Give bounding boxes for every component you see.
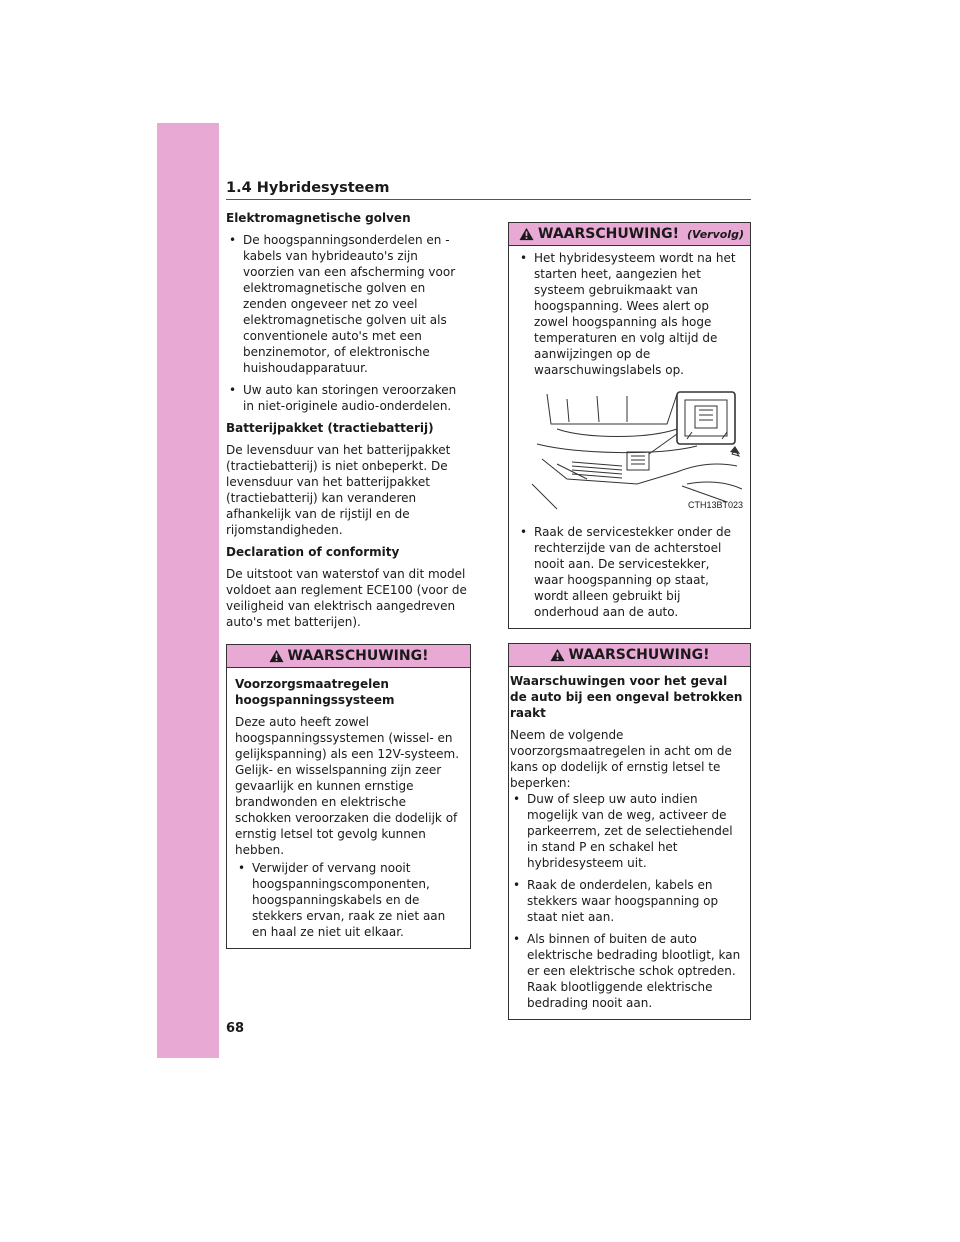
warning-body: [509, 667, 750, 1019]
warning-body: [509, 246, 750, 628]
warning-triangle-icon: [550, 648, 565, 662]
warning-intro: Neem de volgende voorzorgsmaatregelen in acht om de kans op dodelijk of ernstig letsel te beperken:: [510, 728, 732, 790]
warning-bullet-list: [235, 860, 462, 940]
page-number: 68: [226, 1021, 245, 1036]
em-heading: Elektromagnetische golven: [226, 211, 411, 225]
continued-label: (Vervolg): [686, 227, 744, 241]
warning-box-accident: [508, 643, 751, 1020]
em-bullet-list: [226, 232, 471, 414]
conformity-heading: Declaration of conformity: [226, 545, 400, 559]
list-item: • Het hybridesysteem wordt na het starten heet, aangezien het systeem gebruikmaakt van hoogspanning. Wees alert op zowel hoogspanning als hoge temperaturen en volg altijd de aanwijzingen op de waarschuwingslabels op.: [517, 250, 742, 378]
car-seat-illustration: [527, 384, 747, 514]
list-item: • Raak de servicestekker onder de rechterzijde van de achterstoel nooit aan. De servicestekker, waar hoogspanning op staat, wordt alleen gebruikt bij onderhoud aan de auto.: [517, 524, 742, 620]
warning-bullet-list: [510, 791, 746, 1011]
warning-title: WAARSCHUWING!: [568, 647, 710, 663]
list-item: • Uw auto kan storingen veroorzaken in niet-originele audio-onderdelen.: [226, 382, 471, 414]
conformity-text: De uitstoot van waterstof van dit model voldoet aan reglement ECE100 (voor de veiligheid van elektrisch aangedreven auto's met batterijen).: [226, 567, 467, 629]
list-item: • Als binnen of buiten de auto elektrische bedrading blootligt, kan er een elektrische schok optreden. Raak blootliggende elektrische bedrading nooit aan.: [510, 931, 746, 1011]
warning-triangle-icon: [269, 649, 284, 663]
warning-triangle-icon: [519, 227, 534, 241]
warning-box-high-voltage: [226, 644, 471, 949]
warning-title: WAARSCHUWING!: [538, 226, 679, 242]
warning-bullet-list-2: [517, 524, 742, 620]
warning-text: Deze auto heeft zowel hoogspanningssystemen (wissel- en gelijkspanning) als een 12V-systeem. Gelijk- en wisselspanning zijn zeer gevaarlijk en kunnen ernstige brandwonden en elektrische schokken veroorzaken die dodelijk of ernstig letsel tot gevolg kunnen hebben.: [235, 715, 460, 857]
service-plug-figure: [527, 384, 747, 514]
warning-bullet-list: [517, 250, 742, 378]
warning-header: [509, 223, 750, 246]
warning-title: WAARSCHUWING!: [287, 648, 429, 664]
list-item: • Verwijder of vervang nooit hoogspanningscomponenten, hoogspanningskabels en de stekkers ervan, raak ze niet aan en haal ze niet uit elkaar.: [235, 860, 462, 940]
warning-header: [227, 645, 470, 668]
list-item: • De hoogspanningsonderdelen en -kabels van hybrideauto's zijn voorzien van een afscherming voor elektromagnetische golven en zenden ongeveer net zo veel elektromagnetische golven uit als conventionele auto's met een benzinemotor, of elektronische huishoudapparatuur.: [226, 232, 471, 376]
section-title: 1.4 Hybridesysteem: [226, 180, 751, 200]
figure-code: CTH13BT023: [687, 500, 743, 510]
chapter-sidebar-tab: [157, 123, 219, 1058]
battery-text: De levensduur van het batterijpakket (tractiebatterij) is niet onbeperkt. De levensduur van het batterijpakket (tractiebatterij) kan veranderen afhankelijk van de rijstijl en de rijomstandigheden.: [226, 443, 451, 537]
left-column: [226, 210, 471, 949]
battery-heading: Batterijpakket (tractiebatterij): [226, 421, 434, 435]
right-column: [508, 222, 751, 1020]
warning-heading: Waarschuwingen voor het geval de auto bij een ongeval betrokken raakt: [510, 674, 743, 720]
warning-header: [509, 644, 750, 667]
warning-body: [227, 668, 470, 948]
warning-box-continued: [508, 222, 751, 629]
warning-heading: Voorzorgsmaatregelen hoogspanningssysteem: [235, 677, 395, 707]
list-item: • Raak de onderdelen, kabels en stekkers waar hoogspanning op staat niet aan.: [510, 877, 746, 925]
list-item: • Duw of sleep uw auto indien mogelijk van de weg, activeer de parkeerrem, zet de selectiehendel in stand P en schakel het hybridesysteem uit.: [510, 791, 746, 871]
